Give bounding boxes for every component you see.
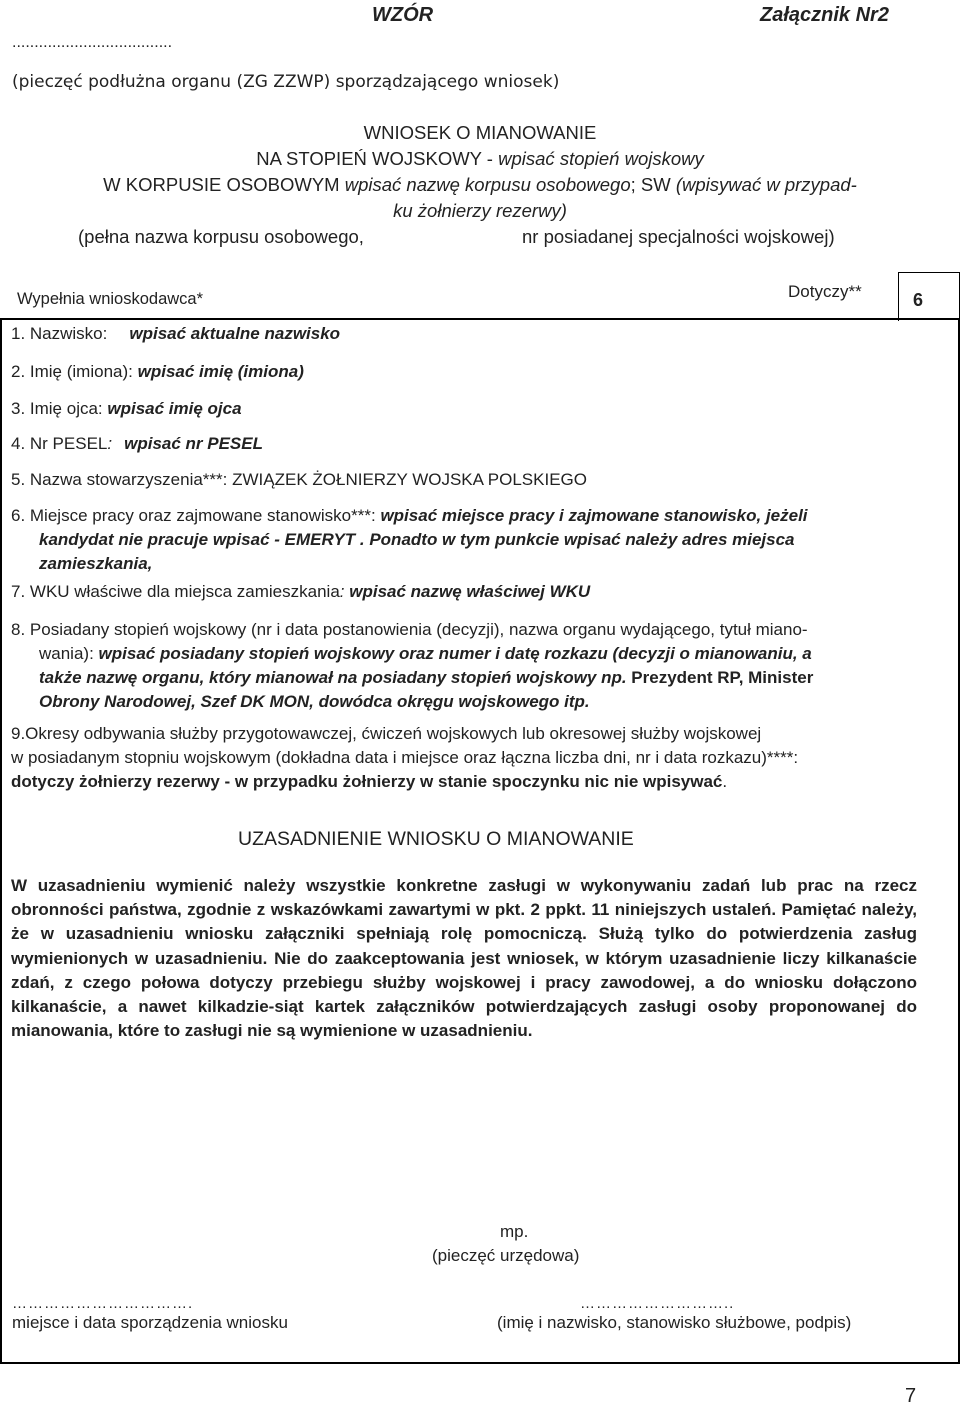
place-date-label: miejsce i data sporządzenia wniosku: [12, 1313, 288, 1332]
stamp-caption: (pieczęć podłużna organu (ZG ZZWP) sporządzającego wniosek): [12, 72, 560, 92]
uzasadnienie-text: W uzasadnieniu wymienić należy wszystkie konkretne zasługi w wykonywaniu zadań lub prac na rzecz obronności państwa, zgodnie z wskazówkami zawartymi w pkt. 2 ppkt. 11 niniejszych ustaleń. Pamiętać należy, że w uzasadnieniu wniosku załączniki spełniają rolę pomocniczą. Służą tylko do potwierdzenia zasług wymienionych w uzasadnieniu. Nie do zaakceptowania jest wniosek, w którym uzasadnienie liczy kilkanaście zdań, z czego połowa dotyczy przebiegu służby wojskowej i pracy zawodowej, a do wniosku dołączono kilkanaście, a nawet kilkadzie-siąt kartek załączników potwierdzających zasługi osoby proponowanej do mianowania, które to zasługi nie są wymienione w uzasadnieniu.: [11, 876, 917, 1041]
dotyczy-label: Dotyczy**: [788, 282, 862, 301]
field-stowarzyszenie: 5. Nazwa stowarzyszenia***: ZWIĄZEK ŻOŁNIERZY WOJSKA POLSKIEGO: [11, 470, 587, 489]
title-line-1: WNIOSEK O MIANOWANIE: [363, 122, 597, 143]
field-okresy-sluzby: 9.Okresy odbywania służby przygotowawczej, ćwiczeń wojskowych lub okresowej służby wojskowej w posiadanym stopniu wojskowym (dokładna data i miejsce oraz łączna liczba dni, nr i data rozkazu)****: dotyczy żołnierzy rezerwy - w przypadku żołnierzy w stanie spoczynku nic nie wpisywać.: [11, 724, 799, 791]
wypelnia-label: Wypełnia wnioskodawca*: [17, 290, 204, 308]
title-line-5a: (pełna nazwa korpusu osobowego,: [78, 226, 364, 247]
field-imie-ojca: 3. Imię ojca: wpisać imię ojca: [11, 399, 242, 418]
name-position-label: (imię i nazwisko, stanowisko służbowe, podpis): [497, 1313, 852, 1332]
form-number: 6: [913, 290, 924, 310]
mp-label: mp.: [500, 1222, 529, 1241]
title-line-2: NA STOPIEŃ WOJSKOWY - wpisać stopień wojskowy: [256, 148, 704, 169]
field-miejsce-pracy: 6. Miejsce pracy oraz zajmowane stanowisko***: wpisać miejsce pracy i zajmowane stanowisko, jeżeli kandydat nie pracuje wpisać - EMERYT . Ponadto w tym punkcie wpisać należy adres miejsca zamieszkania,: [11, 506, 808, 573]
zalacznik-label: Załącznik Nr2: [760, 4, 889, 26]
signature-dots-right: ………………………..: [580, 1295, 735, 1312]
field-pesel: 4. Nr PESEL: wpisać nr PESEL: [11, 434, 263, 453]
title-line-4: ku żołnierzy rezerwy): [393, 200, 567, 221]
stamp-dots: ....................................: [12, 34, 173, 51]
signature-dots-left: …………………………….: [12, 1295, 194, 1312]
number-box: [898, 272, 960, 321]
field-wku: 7. WKU właściwe dla miejsca zamieszkania: wpisać nazwę właściwej WKU: [11, 582, 591, 601]
page-number: 7: [905, 1385, 917, 1407]
official-stamp-label: (pieczęć urzędowa): [432, 1246, 580, 1265]
uzasadnienie-title: UZASADNIENIE WNIOSKU O MIANOWANIE: [238, 828, 634, 850]
field-nazwisko: 1. Nazwisko: wpisać aktualne nazwisko: [11, 324, 341, 343]
field-stopien: 8. Posiadany stopień wojskowy (nr i data postanowienia (decyzji), nazwa organu wydającego, tytuł miano- wania): wpisać posiadany stopień wojskowy oraz numer i datę rozkazu (decyzji o mianowaniu, a także nazwę organu, który mianował na posiadany stopień wojskowy np. Prezydent RP, Minister Obrony Narodowej, Szef DK MON, dowódca okręgu wojskowego itp.: [11, 620, 814, 711]
title-line-3: W KORPUSIE OSOBOWYM wpisać nazwę korpusu osobowego; SW (wpisywać w przypad-: [103, 174, 857, 195]
field-imie: 2. Imię (imiona): wpisać imię (imiona): [11, 362, 304, 381]
wzor-label: WZÓR: [372, 4, 434, 26]
title-line-5b: nr posiadanej specjalności wojskowej): [522, 226, 835, 247]
